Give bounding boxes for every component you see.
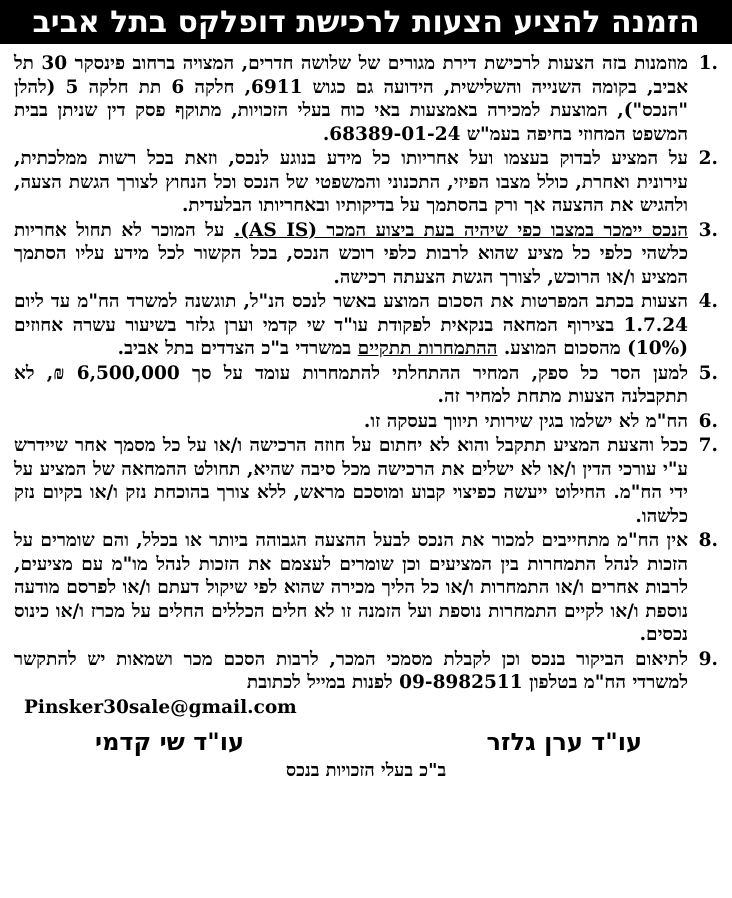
- clause-number: .2: [698, 148, 718, 169]
- clause-text: [14, 362, 688, 409]
- clause-text: [14, 434, 688, 528]
- contact-email: Pinsker30sale@gmail.com: [24, 696, 297, 718]
- clause-text-part: מוזמנות בזה הצעות לרכישת דירת מגורים של שלושה חדרים, המצויה ברחוב פינסקר 30 תל אביב, בקומה השנייה והשלישית, הידועה גם כגוש 6911, חלקה 6 תת חלקה 5 (להלן "הנכס"), המוצעת למכירה באמצעות באי כוח בעלי הזכויות, מתוקף פסק דין שניתן בבית המשפט המחוזי בחיפה בעמ"ש 68389-01-24.: [14, 53, 688, 145]
- clause-text-part: על המוכר לא תחול אחריות כלשהי כלפי כל מציע שהוא לרבות כלפי רוכש הנכס, בכל הקשור לכל מידע עליו הסתמך המציע ו/או הרוכש, לצורך הגשת הצעתה רכישה.: [14, 219, 688, 288]
- clause-item: [14, 410, 718, 434]
- clause-number: .9: [698, 648, 718, 670]
- clauses-list: [14, 52, 718, 695]
- clause-number: .3: [698, 219, 718, 241]
- clause-text: [14, 529, 688, 647]
- clause-text-part: הח"מ לא ישלמו בגין שירותי תיווך בעסקה זו.: [363, 410, 688, 432]
- clause-number: .4: [698, 291, 718, 312]
- clause-text-part: הצעות בכתב המפרטות את הסכום המוצע באשר לנכס הנ"ל, תוגשנה למשרד הח"מ עד ליום 1.7.24 בצירוף המחאה בנקאית לפקודת עו"ד שי קדמי וערן גלזר בשיעור עשרה אחוזים (10%) מהסכום המוצע.: [14, 291, 688, 359]
- clause-number: .1: [698, 53, 718, 74]
- page-title: הזמנה להציע הצעות לרכישת דופלקס בתל אביב: [32, 4, 700, 40]
- clause-number: .5: [698, 362, 718, 384]
- clause-item: [14, 434, 718, 528]
- notice-body: [0, 44, 732, 718]
- clause-number: .7: [698, 435, 718, 456]
- clause-text-part: במשרדי ב"כ הצדדים בתל אביב.: [117, 338, 358, 359]
- signature-left: עו"ד שי קדמי: [95, 727, 245, 756]
- clause-underlined-text: ההתמחרות תתקיים: [357, 338, 498, 359]
- clause-text: [14, 648, 688, 695]
- clause-text: [14, 52, 688, 146]
- clause-item: [14, 219, 718, 290]
- clause-text-part: לתיאום הביקור בנכס וכן לקבלת מסמכי המכר, לרבות הסכם מכר ושמאות יש להתקשר למשרדי הח"מ בטלפון 09-8982511 לפנות במייל לכתובת: [14, 648, 688, 693]
- signature-caption: ב"כ בעלי הזכויות בנכס: [285, 759, 447, 781]
- clause-number: .8: [698, 530, 718, 551]
- clause-text-part: ככל והצעת המציע תתקבל והוא לא יחתום על חוזה הרכישה ו/או על כל מסמך אחר שיידרש ע"י עורכי הדין ו/או לא ישלים את הרכישה מכל סיבה שהיא, תחולט ההמחאה של המציע על ידי הח"מ. החילוט ייעשה כפיצוי קבוע ומוסכם מראש, ללא צורך בהוכחת נזק ו/או בקיום נזק כלשהו.: [14, 435, 688, 527]
- clause-item: [14, 290, 718, 361]
- clause-text: [14, 219, 688, 290]
- clause-text-part: על המציע לבדוק בעצמו ועל אחריותו כל מידע בנוגע לנכס, וזאת בכל רשות ממלכתית, עירונית ואחרת, כולל מצבו הפיזי, התכנוני והמשפטי של הנכס וכל הנחוץ לצורך הגשת הצעה, ולהגיש את ההצעה אך ורק בהסתמך על בדיקותיו ובאחריותו הבלעדית.: [14, 148, 688, 216]
- clause-underlined-text: הנכס יימכר במצבו כפי שיהיה בעת ביצוע המכר (AS IS).: [233, 219, 688, 241]
- clause-text-part: אין הח"מ מתחייבים למכור את הנכס לבעל ההצעה הגבוהה ביותר או בכלל, והם שומרים על הזכות לנהל התמחרות בין המציעים וכן שומרים לעצמם את הזכות לנהל מו"מ עם מציעים, לרבות אחרים ו/או התמחרות ו/או כל הליך מכירה שהוא לפי שיקול דעתם ו/או לפרסם מודעה נוספת ו/או לקיים התמחרות נוספת ועל הזמנה זו לא חלים הכללים החלים על מכרז ו/או כינוס נכסים.: [14, 530, 688, 645]
- clause-text: [14, 410, 688, 434]
- clause-text: [14, 290, 688, 361]
- clause-item: [14, 362, 718, 409]
- title-bar: [0, 0, 732, 44]
- clause-item: [14, 147, 718, 218]
- clause-item: [14, 52, 718, 146]
- clause-text: [14, 147, 688, 218]
- clause-item: [14, 529, 718, 647]
- clause-text-part: למען הסר כל ספק, המחיר ההתחלתי להתמחרות עומד על סך 6,500,000 ₪, לא תתקבלנה הצעות מתחת למחיר זה.: [14, 362, 688, 407]
- clause-item: [14, 648, 718, 695]
- clause-number: .6: [698, 410, 718, 432]
- signature-right: עו"ד ערן גלזר: [486, 727, 642, 756]
- signatures: [0, 718, 732, 756]
